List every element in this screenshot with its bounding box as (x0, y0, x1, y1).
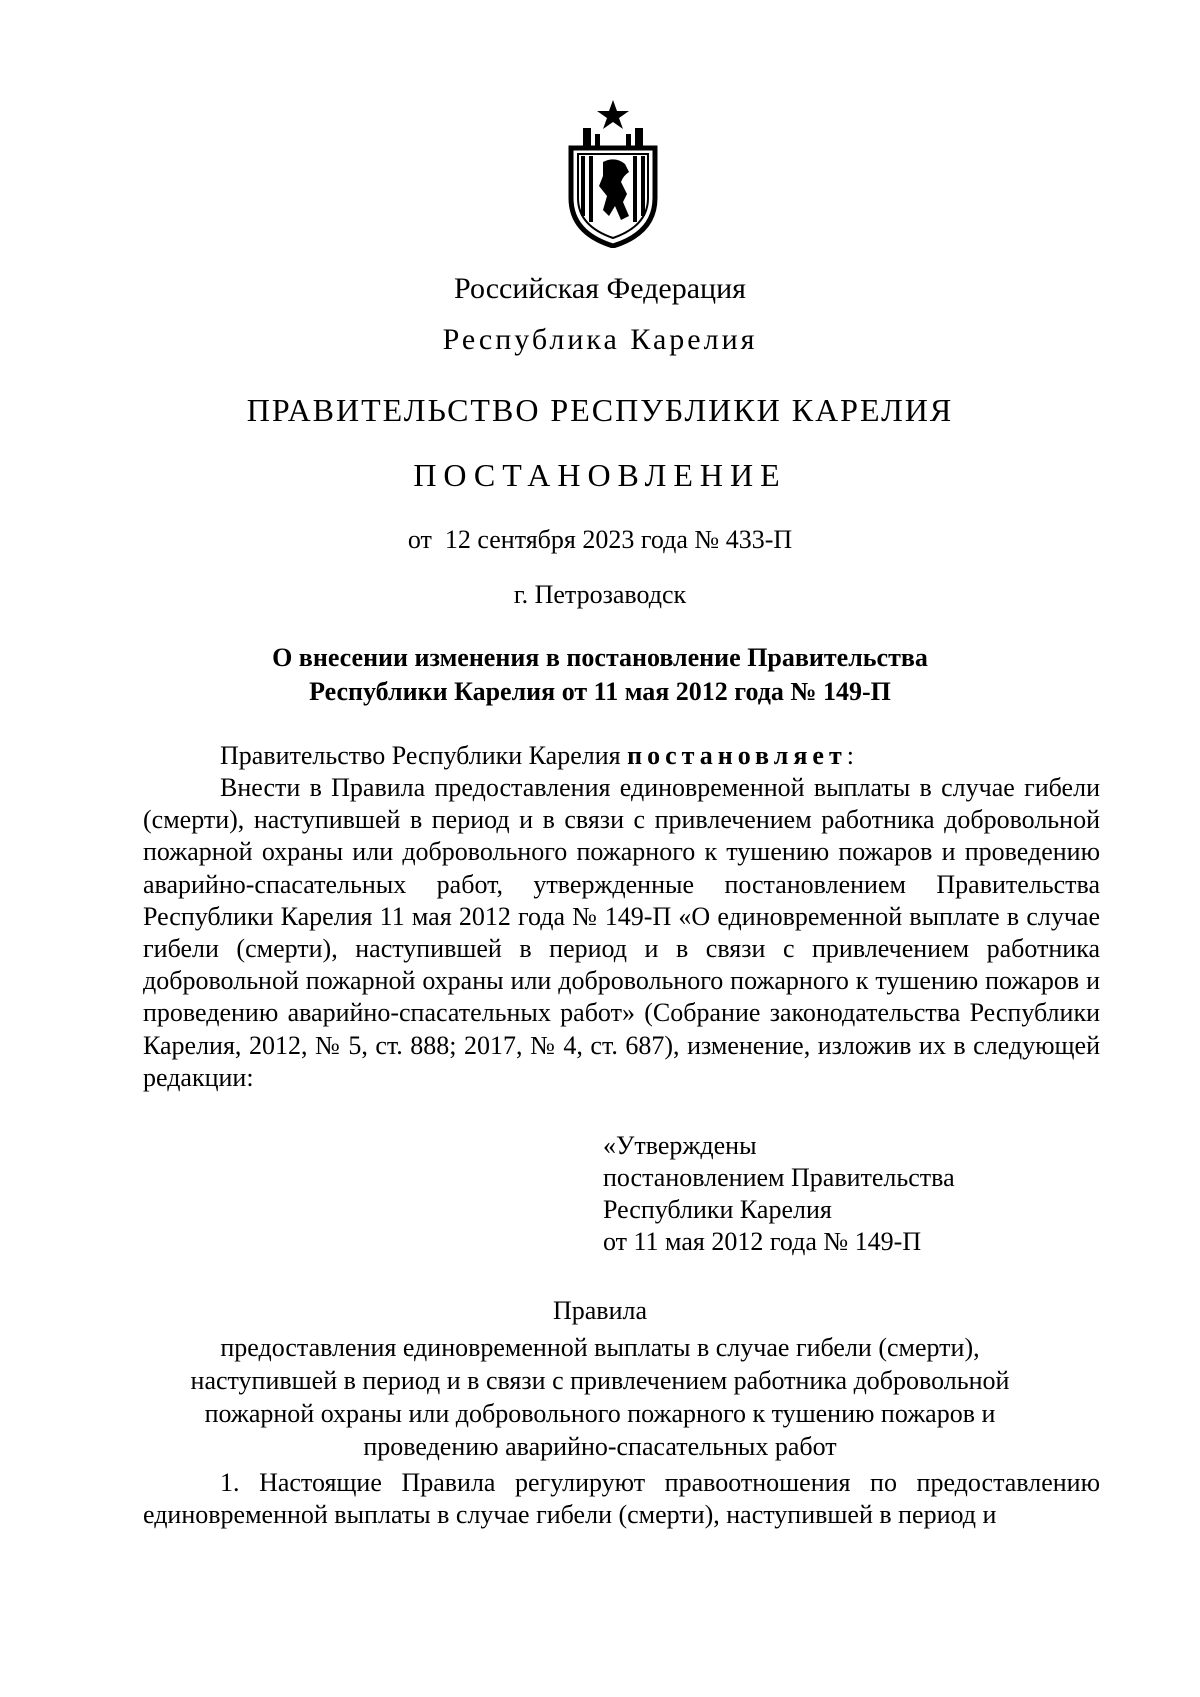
rules-subtitle-line-1: предоставления единовременной выплаты в случае гибели (смерти), (220, 1333, 980, 1362)
document-type: ПОСТАНОВЛЕНИЕ (413, 457, 787, 493)
rules-paragraph-1: 1. Настоящие Правила регулируют правоотношения по предоставлению единовременной выплаты в случае гибели (смерти), наступившей в период и (143, 1468, 1100, 1530)
republic-name: Республика Карелия (442, 323, 758, 356)
rules-subtitle-line-3: пожарной охраны или добровольного пожарного к тушению пожаров и (204, 1399, 996, 1428)
intro-prefix: Правительство Республики Карелия (220, 741, 628, 770)
approved-line-4: от 11 мая 2012 года № 149-П (603, 1227, 922, 1256)
document-title-line-1: О внесении изменения в постановление Правительства (272, 643, 928, 672)
coat-of-arms-icon (563, 98, 663, 248)
approved-line-1: «Утверждены (603, 1131, 757, 1160)
rules-subtitle-line-4: проведению аварийно-спасательных работ (363, 1432, 837, 1461)
document-date-number: от 12 сентября 2023 года № 433-П (407, 525, 793, 554)
document-title-line-2: Республики Карелия от 11 мая 2012 года № 149-П (309, 677, 891, 706)
approval-stamp-block (603, 1130, 955, 1258)
country-name: Российская Федерация (454, 272, 746, 305)
approved-line-3: Республики Карелия (603, 1195, 832, 1224)
rules-heading: Правила (552, 1296, 648, 1325)
intro-line (220, 740, 1100, 772)
rules-subtitle (0, 1331, 1200, 1463)
approved-line-2: постановлением Правительства (603, 1163, 955, 1192)
intro-resolves-word: постановляет (627, 741, 847, 770)
intro-suffix: : (846, 741, 854, 770)
government-name: ПРАВИТЕЛЬСТВО РЕСПУБЛИКИ КАРЕЛИЯ (246, 392, 954, 428)
body-paragraph: Внести в Правила предоставления единовременной выплаты в случае гибели (смерти), наступившей в период и в связи с привлечением работника добровольной пожарной охраны или добровольного пожарного к тушению пожаров и проведению аварийно-спасательных работ, утвержденные постановлением Правительства Республики Карелия 11 мая 2012 года № 149-П «О единовременной выплате в случае гибели (смерти), наступившей в период и в связи с привлечением работника добровольной пожарной охраны или добровольного пожарного к тушению пожаров и проведению аварийно-спасательных работ» (Собрание законодательства Республики Карелия, 2012, № 5, ст. 888; 2017, № 4, ст. 687), изменение, изложив их в следующей редакции: (143, 773, 1100, 1092)
document-city: г. Петрозаводск (513, 580, 687, 609)
rules-subtitle-line-2: наступившей в период и в связи с привлечением работника добровольной (190, 1366, 1010, 1395)
